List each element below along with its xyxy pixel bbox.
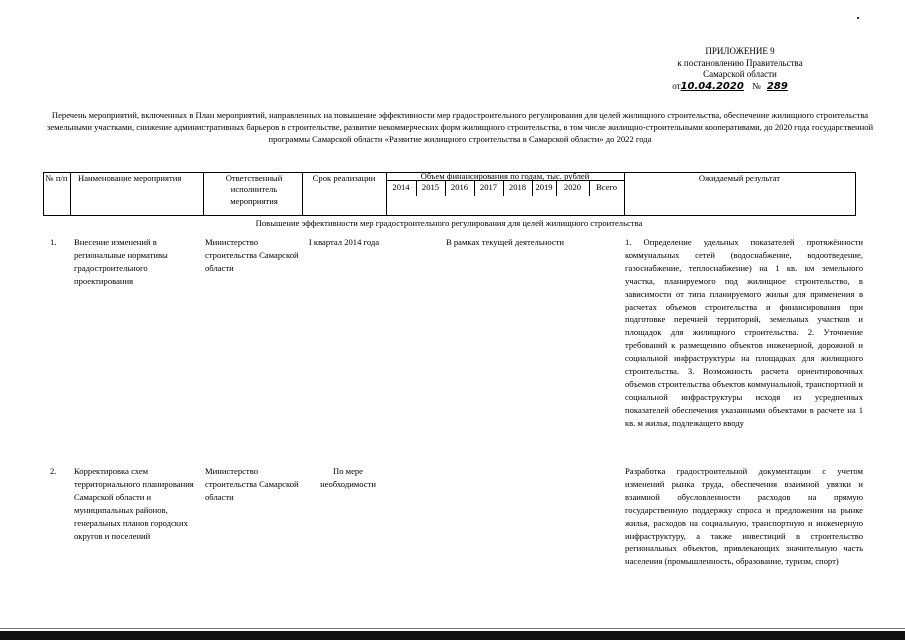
row1-result: 1. Определение удельных показателей протяжённости коммунальных сетей (водоснабжение, водоотведение, газоснабжение, теплоснабжение) на 1 кв. км земельного участка, планируемого под жилищное строительство, в зависимости от типа планируемого жилья для применения в расчетах объемов строительства и финансирования при подготовке перечней территорий, земельных участков и площадок для жилищного строительства. 2. Уточнение требований к размещению объектов инженерной, дорожной и социальной инфраструктуры на площадках для жилищного строительства. 3. Возможность расчета ориентировочных объемов строительства объектов коммунальной, транспортной и социальной инфраструктуры исходя из усредненных показателей обеспечения указанными объектами в расчете на 1 кв. м жилья, подлежащего вводу (625, 237, 863, 428)
header-executor: Ответственный исполнитель мероприятия (225, 173, 283, 206)
header-result: Ожидаемый результат (698, 173, 781, 183)
document-title: Перечень мероприятий, включенных в План мероприятий, направленных на повышение эффективности мер градостроительного регулирования для целей жилищного строительства, обеспечение жилищного строительства земельными участками, снижение административных барьеров в строительстве, развитие некоммерческих форм жилищного строительства, в том числе жилищно-строительными кооперативами, до 2020 года государственной программы Самарской области «Развитие жилищного строительства в Самарской области» до 2022 года (46, 110, 874, 144)
section-title: Повышение эффективности мер градостроительного регулирования для целей жилищного строительства (255, 218, 643, 228)
header-year-2018: 2018 (508, 182, 527, 192)
appendix-block (660, 46, 820, 92)
row1-term: I квартал 2014 года (308, 237, 380, 247)
header-divider (302, 172, 303, 216)
scan-bottom-edge (0, 631, 905, 640)
row1-name: Внесение изменений в региональные нормативы градостроительного проектирования (74, 237, 168, 286)
header-divider (70, 172, 71, 216)
header-funding: Объем финансирования по годам, тыс. рублей (420, 171, 590, 181)
header-divider (203, 172, 204, 216)
appendix-line2: Самарской области (703, 69, 777, 79)
scan-edge-line (0, 628, 905, 629)
row2-result: Разработка градостроительной документации с учетом изменений рынка труда, обеспечения взаимной увязки и взаимной обусловленности расходов на прямую государственную поддержку спроса и предложения на рынке жилья, расходов на социальную, транспортную и инженерную инфраструктуру, а также инвестиций в строительство региональных объектов, привлекающих значительную часть населения (промышленность, образование, туризм, спорт) (625, 466, 863, 567)
header-year-2016: 2016 (450, 182, 469, 192)
row1-funding: В рамках текущей деятельности (445, 237, 565, 247)
header-term: Срок реализации (312, 173, 376, 183)
header-divider (855, 172, 856, 216)
header-year-2020: 2020 (563, 182, 582, 192)
appendix-date: 10.04.2020 (680, 80, 744, 92)
header-year-2014: 2014 (392, 182, 410, 192)
header-year-total: Всего (595, 182, 618, 192)
row2-name: Корректировка схем территориального планирования Самарской области и муниципальных районов, генеральных планов городских округов и поселений (74, 466, 194, 541)
header-num: № п/п (45, 173, 68, 183)
header-year-2017: 2017 (479, 182, 498, 192)
appendix-date-line (650, 81, 810, 93)
appendix-number: 289 (766, 80, 788, 92)
row2-executor: Министерство строительства Самарской области (205, 466, 299, 502)
header-year-2015: 2015 (421, 182, 440, 192)
row1-num: 1. (50, 237, 57, 247)
row2-term: По мере необходимости (320, 466, 376, 489)
appendix-line1: к постановлению Правительства (677, 57, 803, 68)
scan-speck (857, 17, 859, 19)
appendix-from-label: от (672, 80, 681, 91)
header-name: Наименование мероприятия (78, 173, 182, 183)
row1-executor: Министерство строительства Самарской области (205, 237, 299, 273)
appendix-title: ПРИЛОЖЕНИЕ 9 (705, 46, 775, 56)
header-year-2019: 2019 (535, 182, 553, 192)
row2-num: 2. (50, 466, 57, 476)
appendix-number-label: № (752, 80, 761, 91)
header-bottom-border (43, 215, 855, 216)
